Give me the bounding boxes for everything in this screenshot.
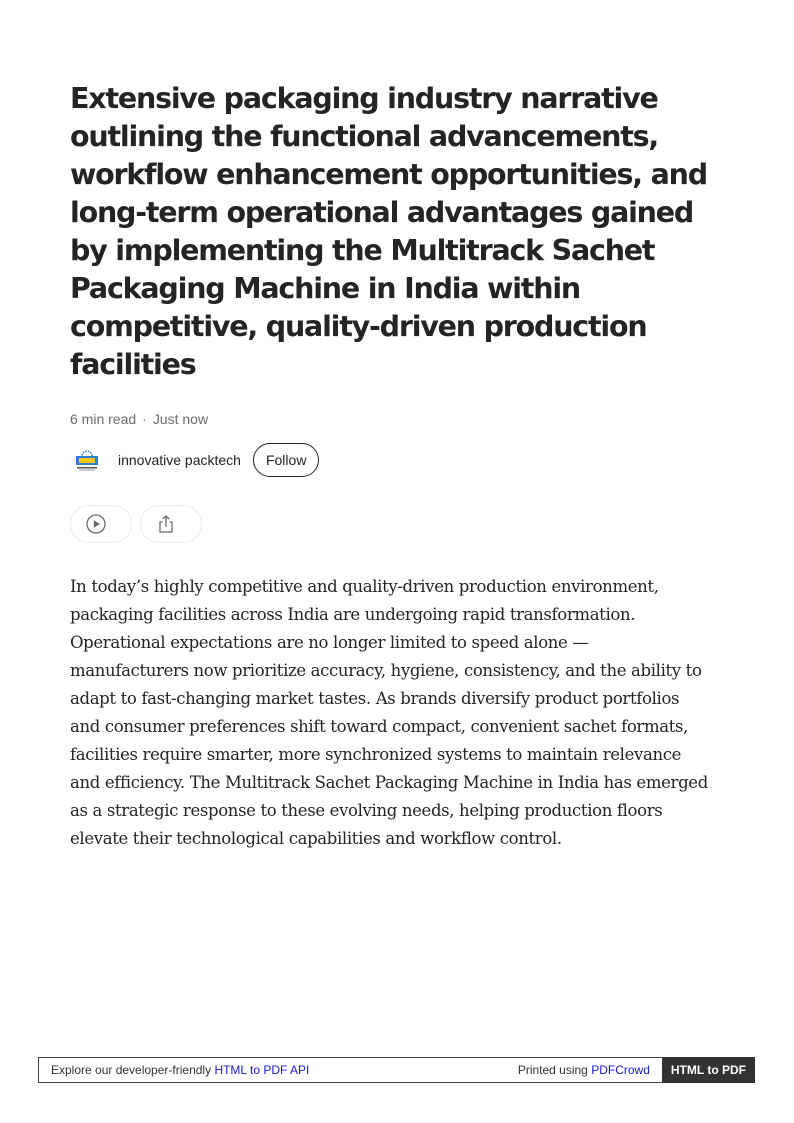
pdfcrowd-link[interactable]: PDFCrowd xyxy=(591,1063,650,1077)
listen-button[interactable] xyxy=(70,505,132,543)
article-meta xyxy=(70,409,720,429)
article-title: Extensive packaging industry narrative outlining the functional advancements, workflow enhancement opportunities, and long-term operational advantages gained by implementing the Multitrack Sachet Packaging Machine in India within competitive, quality-driven production facilities xyxy=(70,82,707,381)
html-to-pdf-badge[interactable]: HTML to PDF xyxy=(662,1057,755,1083)
share-icon xyxy=(155,513,177,535)
footer-explore-text: Explore our developer-friendly xyxy=(51,1063,212,1077)
html-to-pdf-api-link[interactable]: HTML to PDF API xyxy=(214,1063,310,1077)
pdfcrowd-footer xyxy=(38,1057,755,1083)
footer-printed xyxy=(518,1063,662,1077)
read-time: 6 min read xyxy=(70,411,137,427)
article xyxy=(70,80,720,870)
avatar[interactable] xyxy=(74,447,100,473)
footer-explore xyxy=(39,1063,518,1077)
article-actions xyxy=(70,505,720,543)
meta-separator: · xyxy=(142,411,147,427)
article-body: In today’s highly competitive and quality-driven production environment, packaging facilities across India are undergoing rapid transformation. Operational expectations are no longer limited to speed alone — manufacturers now prioritize accuracy, hygiene, consistency, and the ability to adapt to fast-changing market tastes. As brands diversify product portfolios and consumer preferences shift toward compact, convenient sachet formats, facilities require smarter, more synchronized systems to maintain relevance and efficiency. The Multitrack Sachet Packaging Machine in India has emerged as a strategic response to these evolving needs, helping production floors elevate their technological capabilities and workflow control. xyxy=(70,577,708,848)
publish-time: Just now xyxy=(152,411,209,427)
share-button[interactable] xyxy=(140,505,202,543)
company-logo-icon xyxy=(75,448,99,472)
follow-button[interactable]: Follow xyxy=(253,443,319,477)
author-row xyxy=(70,443,720,477)
play-icon xyxy=(85,513,107,535)
footer-printed-text: Printed using xyxy=(517,1063,588,1077)
author-name[interactable]: innovative packtech xyxy=(118,452,241,468)
